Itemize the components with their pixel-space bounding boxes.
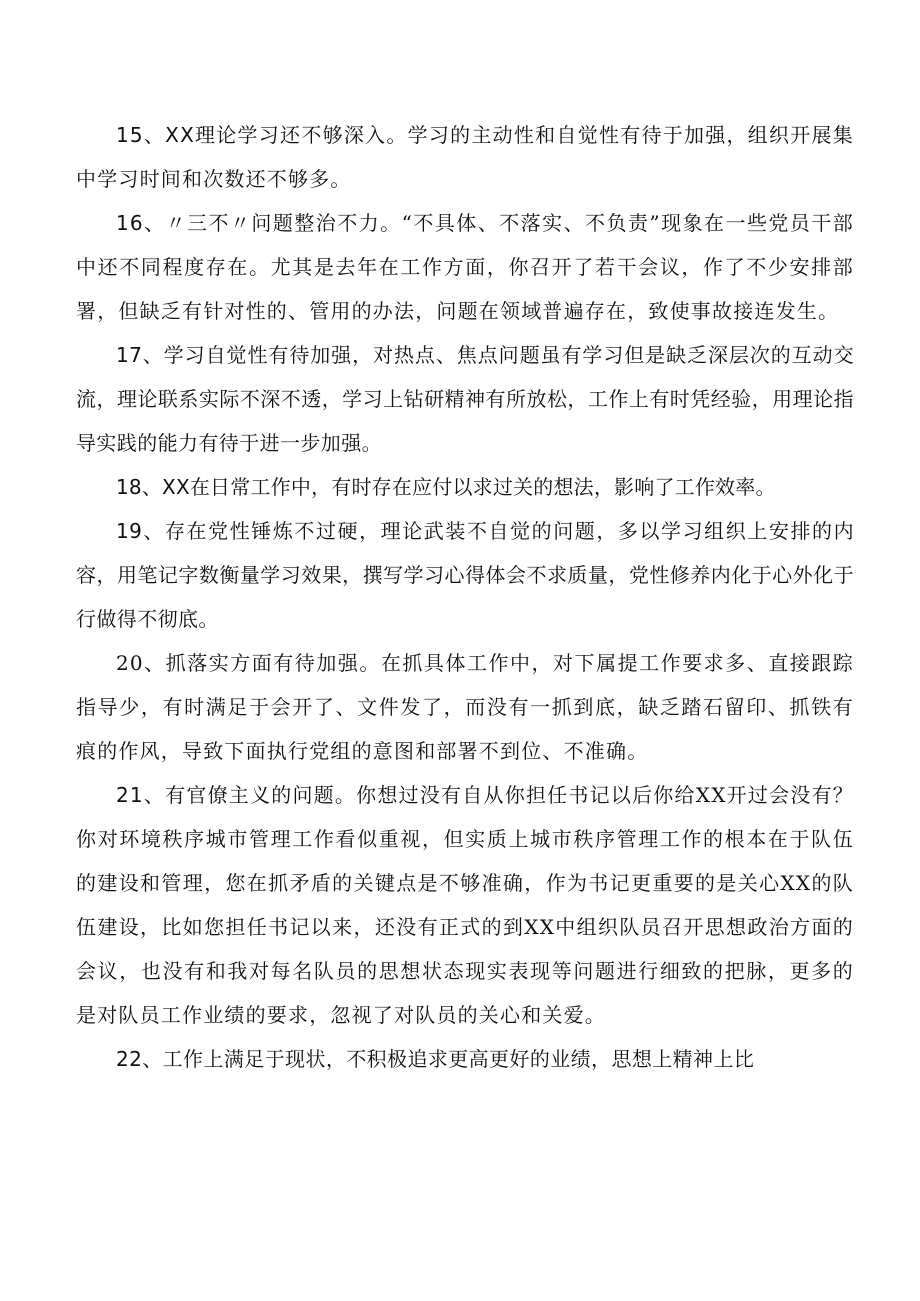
paragraph-21-lead: 21、有官僚主义的问题。 <box>116 783 357 807</box>
paragraph-15-text: 学习的主动性和自觉性有待于加强，组织开展集中学习时间和次数还不够多。 <box>76 123 854 191</box>
paragraph-21-text: 你想过没有自从你担任书记以后你给XX开过会没有？你对环境秩序城市管理工作看似重视，但实质上城市秩序管理工作的根本在于队伍的建设和管理，您在抓矛盾的关键点是不够准确，作为书记更重要的是关心XX的队伍建设，比如您担任书记以来，还没有正式的到XX中组织队员召开思想政治方面的会议，也没有和我对每名队员的思想状态现实表现等问题进行细致的把脉，更多的是对队员工作业绩的要求，忽视了对队员的关心和关爱。 <box>76 783 854 1027</box>
paragraph-15-lead: 15、XX理论学习还不够深入。 <box>116 123 408 147</box>
paragraph-21 <box>76 773 854 1037</box>
paragraph-18 <box>76 465 854 509</box>
paragraph-17 <box>76 333 854 465</box>
paragraph-20-text: 20、抓落实方面有待加强。在抓具体工作中，对下属提工作要求多、直接跟踪指导少，有时满足于会开了、文件发了，而没有一抓到底，缺乏踏石留印、抓铁有痕的作风，导致下面执行党组的意图和部署不到位、不准确。 <box>76 651 854 763</box>
paragraph-17-text: 17、学习自觉性有待加强，对热点、焦点问题虽有学习但是缺乏深层次的互动交流，理论联系实际不深不透，学习上钻研精神有所放松，工作上有时凭经验，用理论指导实践的能力有待于进一步加强。 <box>76 343 854 455</box>
paragraph-18-text: 18、XX在日常工作中，有时存在应付以求过关的想法，影响了工作效率。 <box>116 475 776 499</box>
paragraph-15 <box>76 113 854 201</box>
paragraph-19 <box>76 509 854 641</box>
paragraph-19-text: 19、存在党性锤炼不过硬，理论武装不自觉的问题，多以学习组织上安排的内容，用笔记字数衡量学习效果，撰写学习心得体会不求质量，党性修养内化于心外化于行做得不彻底。 <box>76 519 854 631</box>
paragraph-16 <box>76 201 854 333</box>
paragraph-22-text: 22、工作上满足于现状，不积极追求更高更好的业绩，思想上精神上比 <box>116 1047 755 1071</box>
paragraph-20 <box>76 641 854 773</box>
paragraph-16-text: “不具体、不落实、不负责”现象在一些党员干部中还不同程度存在。尤其是去年在工作方面，你召开了若干会议，作了不少安排部署，但缺乏有针对性的、管用的办法，问题在领域普遍存在，致使事故接连发生。 <box>76 211 854 323</box>
paragraph-16-lead: 16、〃三不〃问题整治不力。 <box>116 211 402 235</box>
paragraph-22 <box>76 1037 854 1081</box>
